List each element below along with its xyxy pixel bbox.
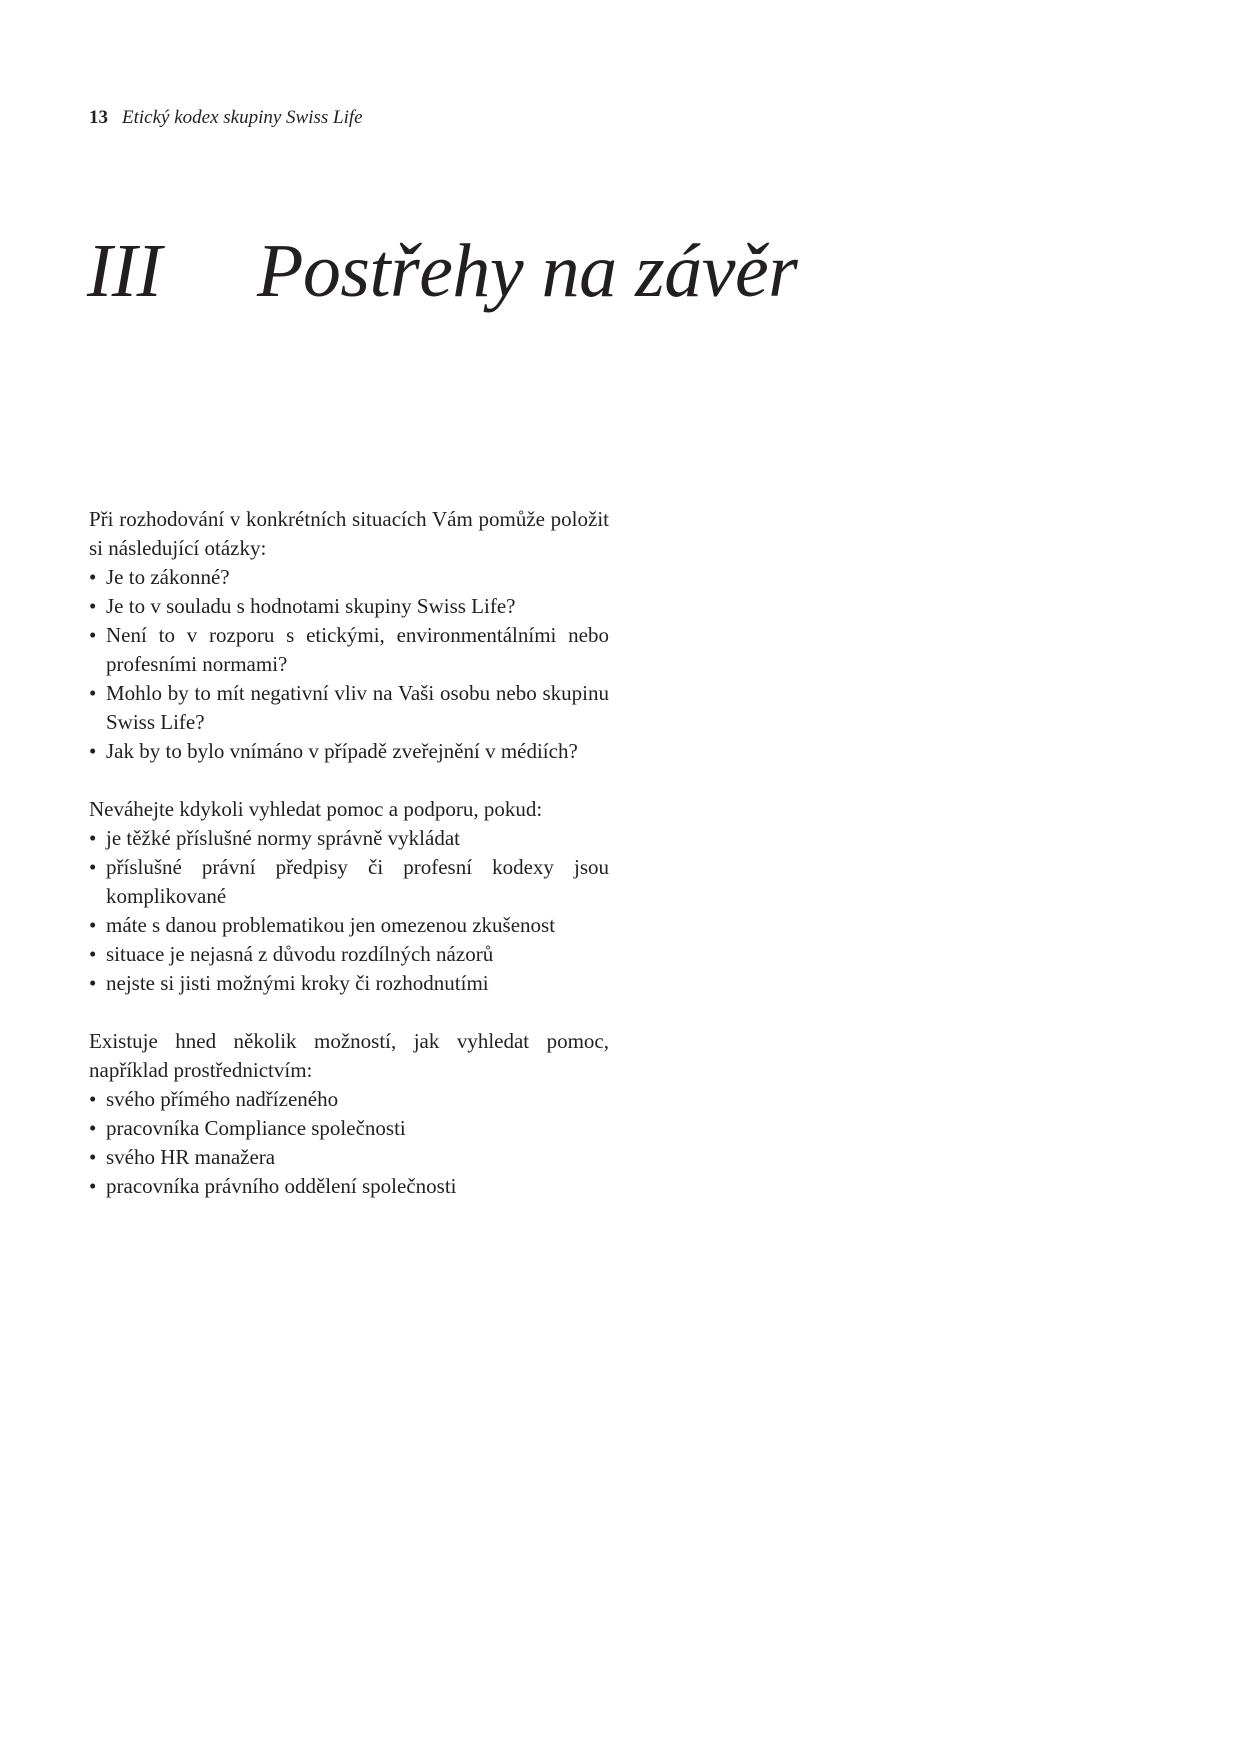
questions-section	[89, 505, 609, 766]
section-intro: Existuje hned několik možností, jak vyhledat pomoc, například prostřednictvím:	[89, 1029, 609, 1082]
list-item: • je těžké příslušné normy správně vykládat	[89, 824, 609, 853]
list-item: • Není to v rozporu s etickými, environmentálními nebo profesními normami?	[89, 621, 609, 679]
list-item: • máte s danou problematikou jen omezenou zkušenost	[89, 911, 609, 940]
list-item: • příslušné právní předpisy či profesní kodexy jsou komplikované	[89, 853, 609, 911]
section-intro: Při rozhodování v konkrétních situacích Vám pomůže položit si následující otázky:	[89, 507, 609, 560]
body-text	[89, 505, 609, 1230]
list-item: • pracovníka právního oddělení společnosti	[89, 1172, 609, 1201]
list-item: • svého přímého nadřízeného	[89, 1085, 609, 1114]
contacts-section	[89, 1027, 609, 1201]
list-item: • Mohlo by to mít negativní vliv na Vaši osobu nebo skupinu Swiss Life?	[89, 679, 609, 737]
chapter-number: III	[87, 229, 162, 313]
section-intro: Neváhejte kdykoli vyhledat pomoc a podporu, pokud:	[89, 797, 543, 821]
list-item: • Je to zákonné?	[89, 563, 609, 592]
list-item: • nejste si jisti možnými kroky či rozhodnutími	[89, 969, 609, 998]
list-item: • pracovníka Compliance společnosti	[89, 1114, 609, 1143]
list-item: • Jak by to bylo vnímáno v případě zveřejnění v médiích?	[89, 737, 609, 766]
chapter-title: Postřehy na závěr	[257, 229, 798, 313]
document-title: Etický kodex skupiny Swiss Life	[122, 107, 363, 128]
support-section	[89, 795, 609, 998]
list-item: • situace je nejasná z důvodu rozdílných názorů	[89, 940, 609, 969]
page-number: 13	[89, 107, 108, 128]
bullet-list	[89, 563, 609, 766]
running-header	[89, 106, 363, 130]
list-item: • Je to v souladu s hodnotami skupiny Swiss Life?	[89, 592, 609, 621]
bullet-list	[89, 824, 609, 998]
bullet-list	[89, 1085, 609, 1201]
chapter-heading	[87, 226, 797, 316]
list-item: • svého HR manažera	[89, 1143, 609, 1172]
